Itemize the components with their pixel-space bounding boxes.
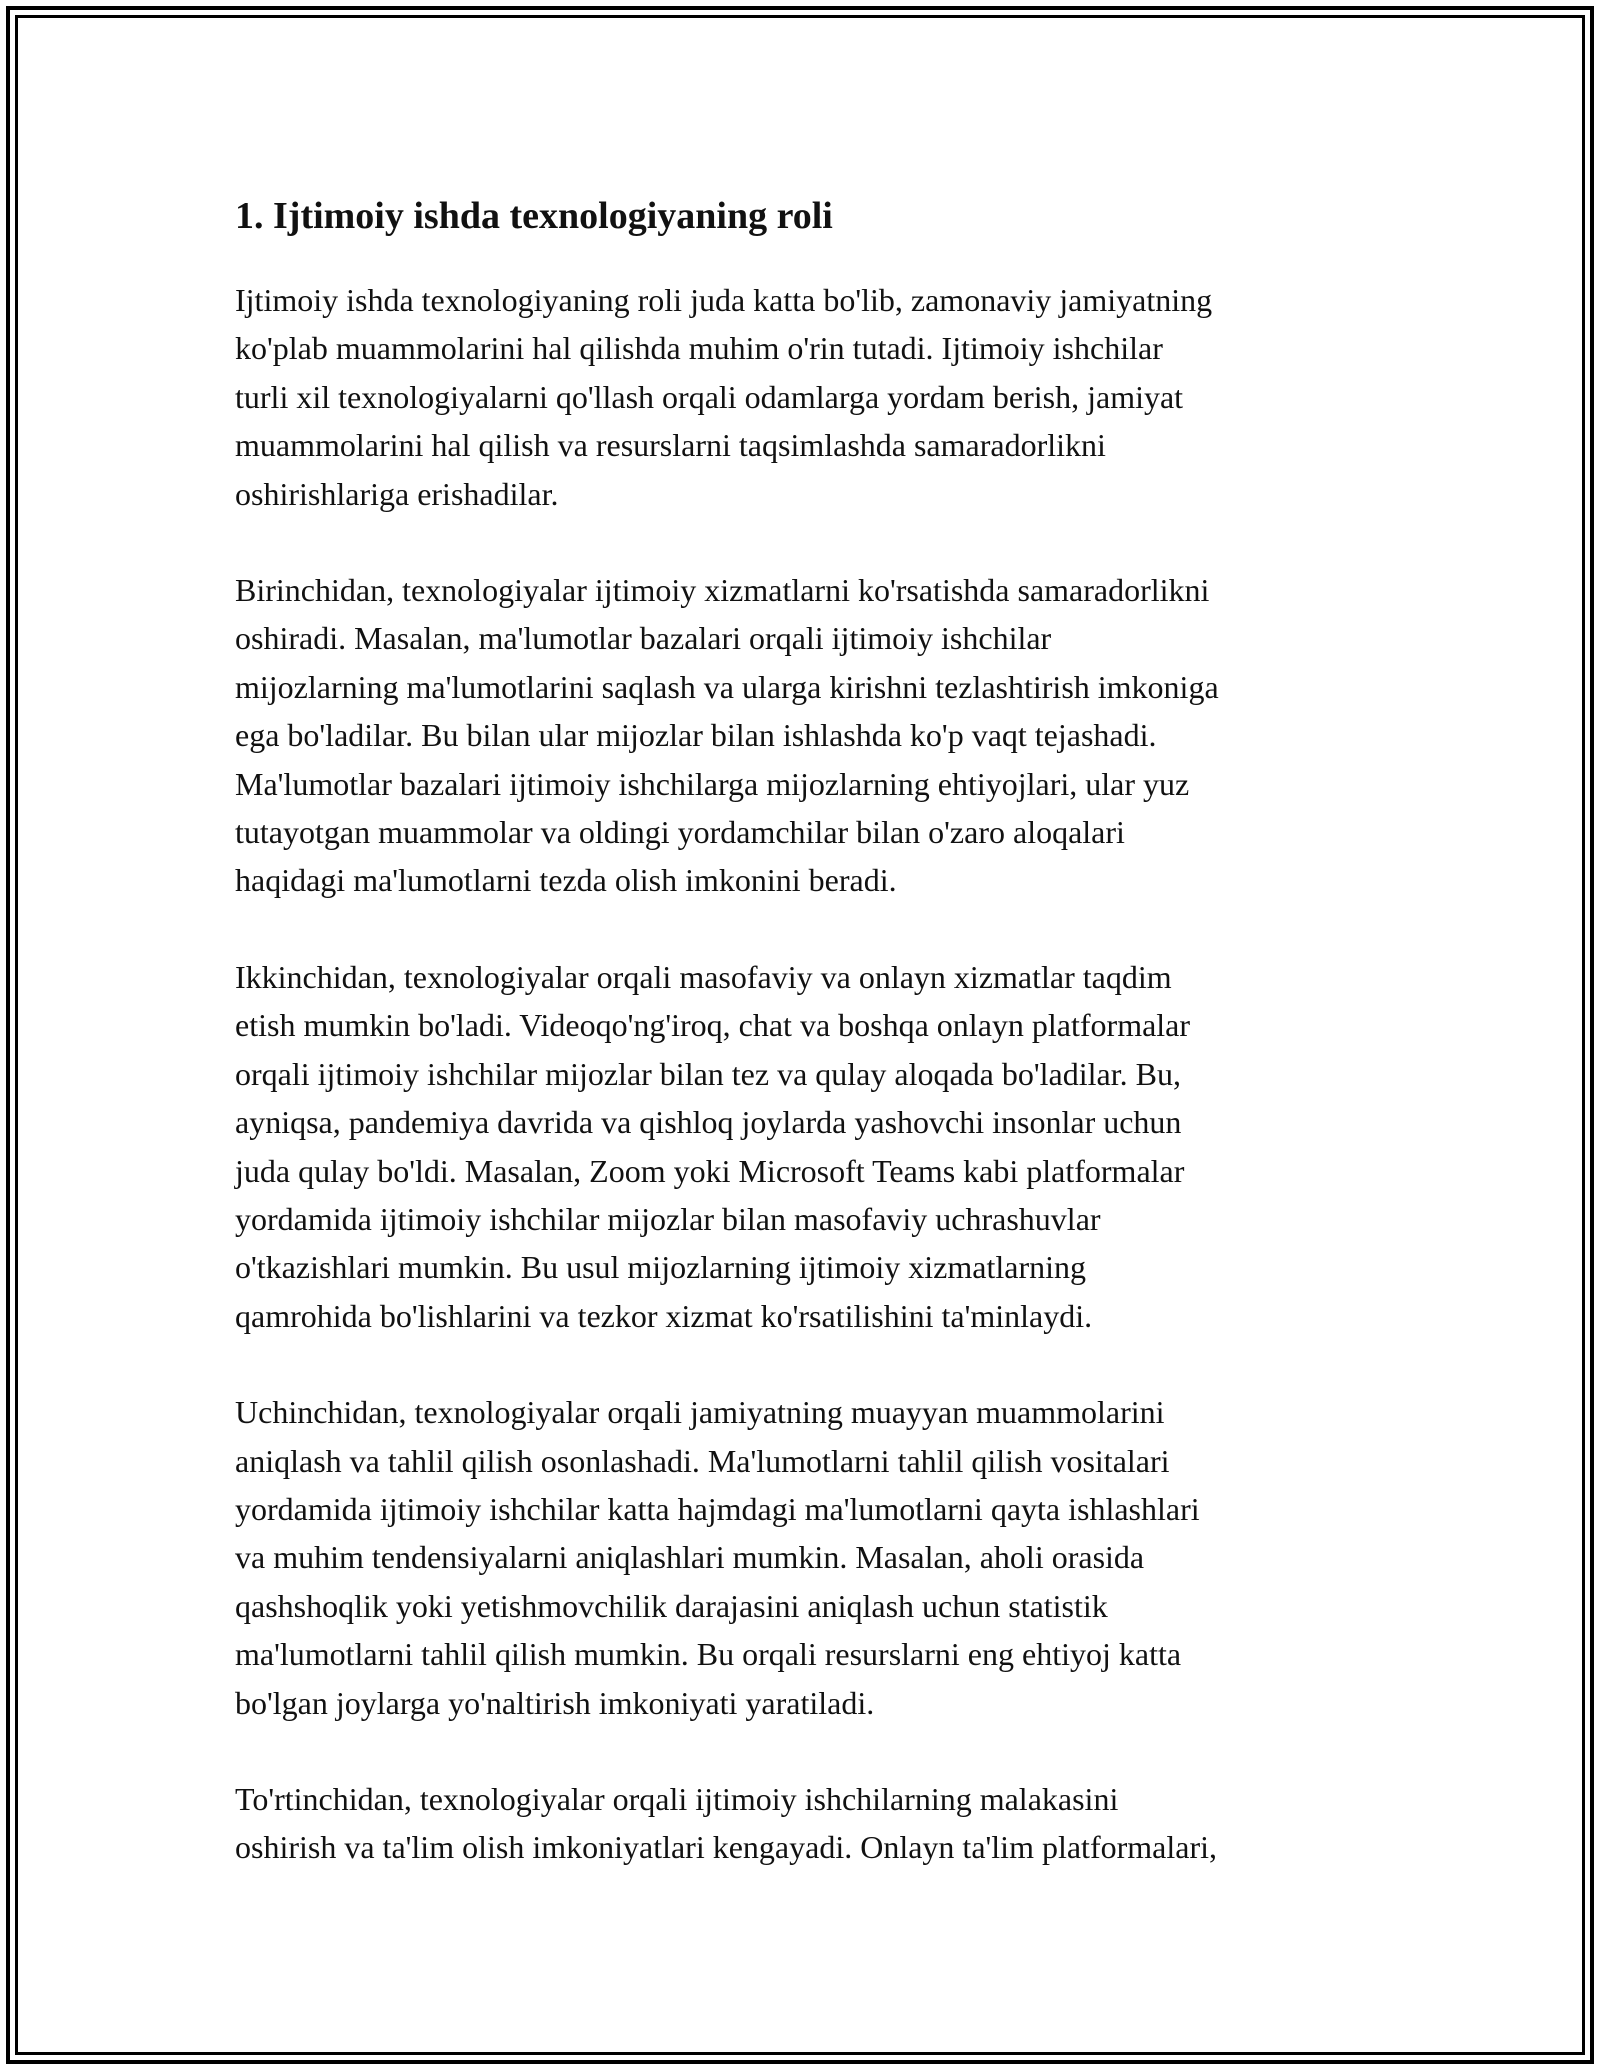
document-body [235,186,1385,1920]
text-line: ma'lumotlarni tahlil qilish mumkin. Bu orqali resurslarni eng ehtiyoj katta [235,1636,1182,1673]
text-line: qamrohida bo'lishlarini va tezkor xizmat ko'rsatilishini ta'minlaydi. [235,1297,1093,1334]
paragraph-third [235,1388,1385,1727]
text-line: orqali ijtimoiy ishchilar mijozlar bilan tez va qulay aloqada bo'ladilar. Bu, [235,1055,1181,1092]
section-heading: 1. Ijtimoiy ishda texnologiyaning roli [235,195,833,237]
text-line: ayniqsa, pandemiya davrida va qishloq joylarda yashovchi insonlar uchun [235,1104,1182,1141]
text-line: Ijtimoiy ishda texnologiyaning roli juda katta bo'lib, zamonaviy jamiyatning [235,282,1213,318]
text-line: ega bo'ladilar. Bu bilan ular mijozlar bilan ishlashda ko'p vaqt tejashadi. [235,717,1157,754]
text-line: To'rtinchidan, texnologiyalar orqali ijtimoiy ishchilarning malakasini [235,1780,1119,1817]
text-line: yordamida ijtimoiy ishchilar katta hajmdagi ma'lumotlarni qayta ishlashlari [235,1490,1200,1527]
text-line: etish mumkin bo'ladi. Videoqo'ng'iroq, chat va boshqa onlayn platformalar [235,1007,1191,1044]
paragraph-intro [235,276,1385,518]
text-line: juda qulay bo'ldi. Masalan, Zoom yoki Microsoft Teams kabi platformalar [235,1152,1185,1189]
text-line: bo'lgan joylarga yo'naltirish imkoniyati yaratiladi. [235,1684,875,1721]
text-line: oshirish va ta'lim olish imkoniyatlari kengayadi. Onlayn ta'lim platformalari, [235,1829,1217,1866]
paragraph-second [235,953,1385,1340]
text-line: qashshoqlik yoki yetishmovchilik darajasini aniqlash uchun statistik [235,1587,1108,1624]
text-line: Ikkinchidan, texnologiyalar orqali masofaviy va onlayn xizmatlar taqdim [235,958,1172,995]
text-line: turli xil texnologiyalarni qo'llash orqali odamlarga yordam berish, jamiyat [235,378,1184,415]
text-line: Uchinchidan, texnologiyalar orqali jamiyatning muayyan muammolarini [235,1394,1165,1431]
text-line: Ma'lumotlar bazalari ijtimoiy ishchilarga mijozlarning ehtiyojlari, ular yuz [235,765,1190,802]
paragraph-first [235,566,1385,905]
text-line: aniqlash va tahlil qilish osonlashadi. Ma'lumotlarni tahlil qilish vositalari [235,1442,1170,1479]
text-line: haqidagi ma'lumotlarni tezda olish imkonini beradi. [235,862,897,899]
text-line: ko'plab muammolarini hal qilishda muhim o'rin tutadi. Ijtimoiy ishchilar [235,330,1163,367]
text-line: yordamida ijtimoiy ishchilar mijozlar bilan masofaviy uchrashuvlar [235,1200,1101,1237]
text-line: o'tkazishlari mumkin. Bu usul mijozlarning ijtimoiy xizmatlarning [235,1249,1086,1286]
text-line: muammolarini hal qilish va resurslarni taqsimlashda samaradorlikni [235,427,1106,464]
paragraph-fourth [235,1775,1385,1872]
text-line: mijozlarning ma'lumotlarini saqlash va ularga kirishni tezlashtirish imkoniga [235,668,1219,705]
text-line: Birinchidan, texnologiyalar ijtimoiy xizmatlarni ko'rsatishda samaradorlikni [235,572,1210,609]
text-line: oshiradi. Masalan, ma'lumotlar bazalari orqali ijtimoiy ishchilar [235,620,1052,657]
text-line: tutayotgan muammolar va oldingi yordamchilar bilan o'zaro aloqalari [235,814,1125,851]
text-line: oshirishlariga erishadilar. [235,475,559,512]
text-line: va muhim tendensiyalarni aniqlashlari mumkin. Masalan, aholi orasida [235,1539,1145,1576]
